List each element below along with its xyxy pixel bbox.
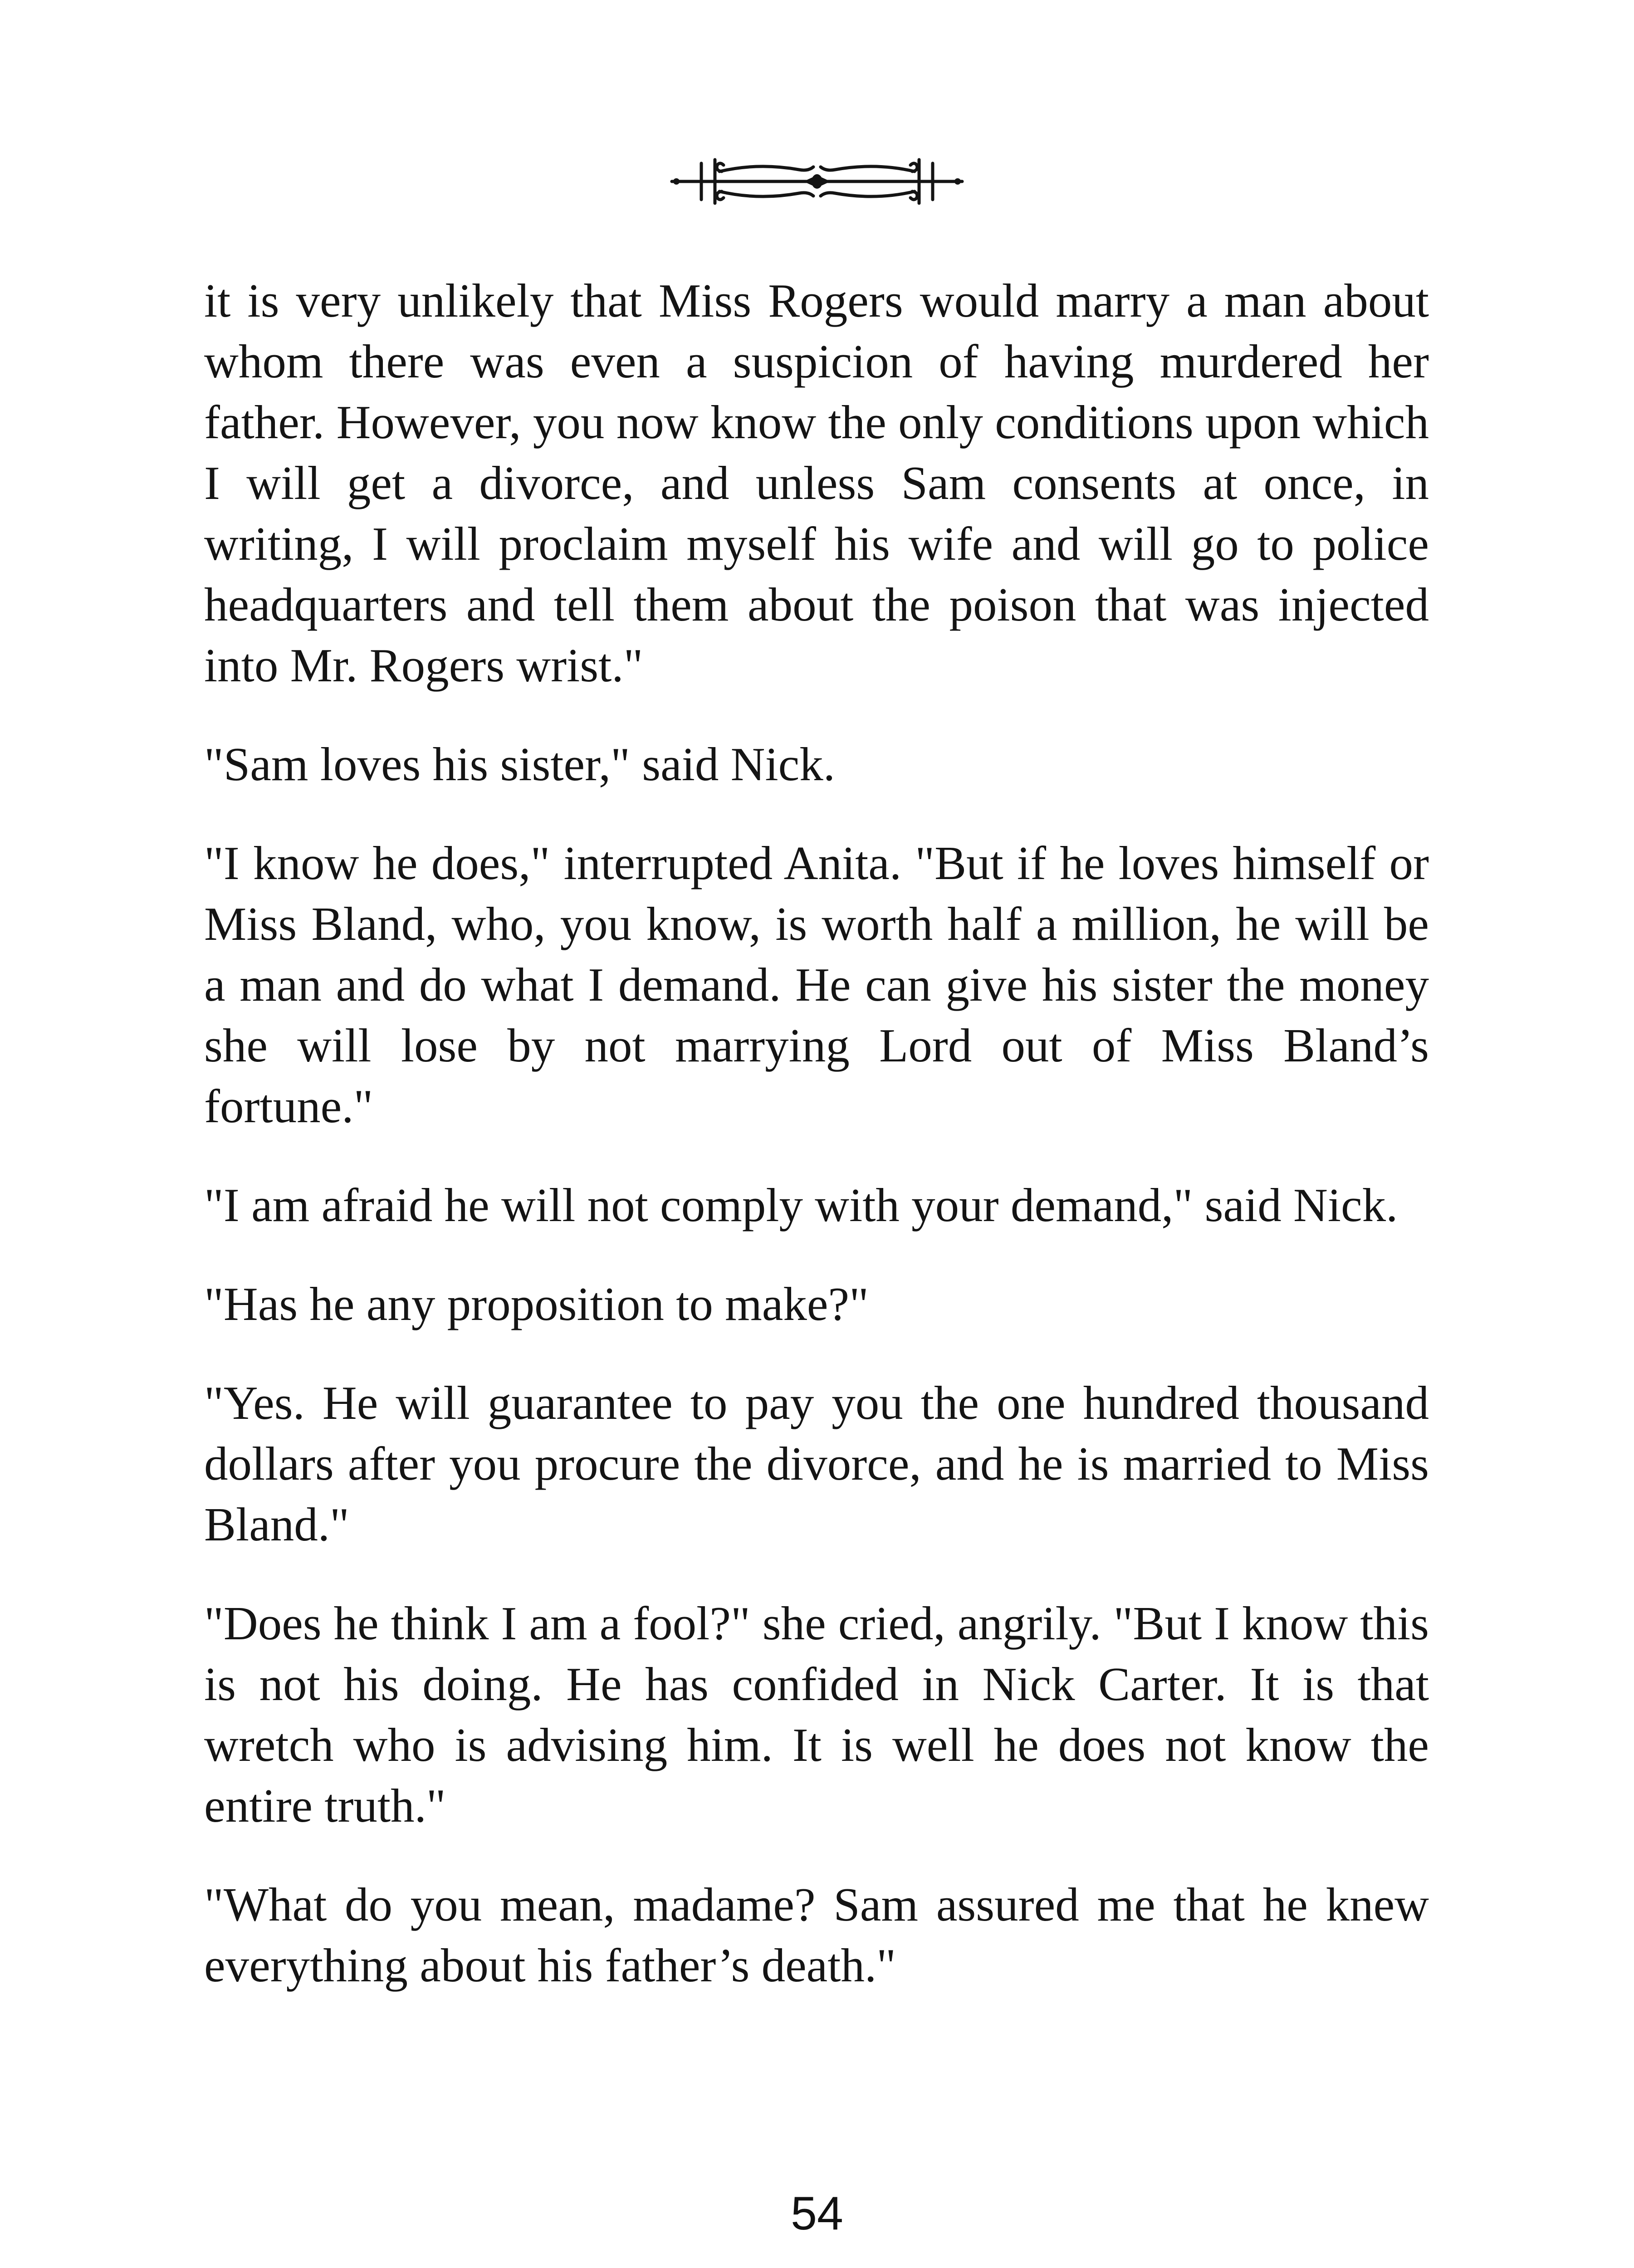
paragraph: "Does he think I am a fool?" she cried, angrily. "But I know this is not his doing. He has confided in Nick Carter. It is that wretch who is advising him. It is well he does not know the entire truth." (204, 1597, 1429, 1832)
page-number: 54 (791, 2187, 843, 2240)
paragraph: "What do you mean, madame? Sam assured me that he knew everything about his father’s death." (204, 1878, 1429, 1992)
paragraph: "Has he any proposition to make?" (204, 1277, 869, 1330)
paragraph: "Sam loves his sister," said Nick. (204, 738, 835, 791)
paragraph: "I know he does," interrupted Anita. "But if he loves himself or Miss Bland, who, you know, is worth half a million, he will be a man and do what I demand. He can give his sister the money she will lose by not marrying Lord out of Miss Bland’s fortune." (204, 836, 1429, 1133)
paragraph: "I am afraid he will not comply with your demand," said Nick. (204, 1178, 1398, 1232)
decorative-scroll-ornament-icon (667, 150, 967, 213)
paragraph: "Yes. He will guarantee to pay you the one hundred thousand dollars after you procure the divorce, and he is married to Miss Bland." (204, 1376, 1429, 1551)
paragraph: it is very unlikely that Miss Rogers would marry a man about whom there was even a suspicion of having murdered her father. However, you now know the only conditions upon which I will get a divorce, and unless Sam consents at once, in writing, I will proclaim myself his wife and will go to police headquarters and tell them about the poison that was injected into Mr. Rogers wrist." (204, 274, 1429, 692)
body-text (204, 270, 1429, 2034)
